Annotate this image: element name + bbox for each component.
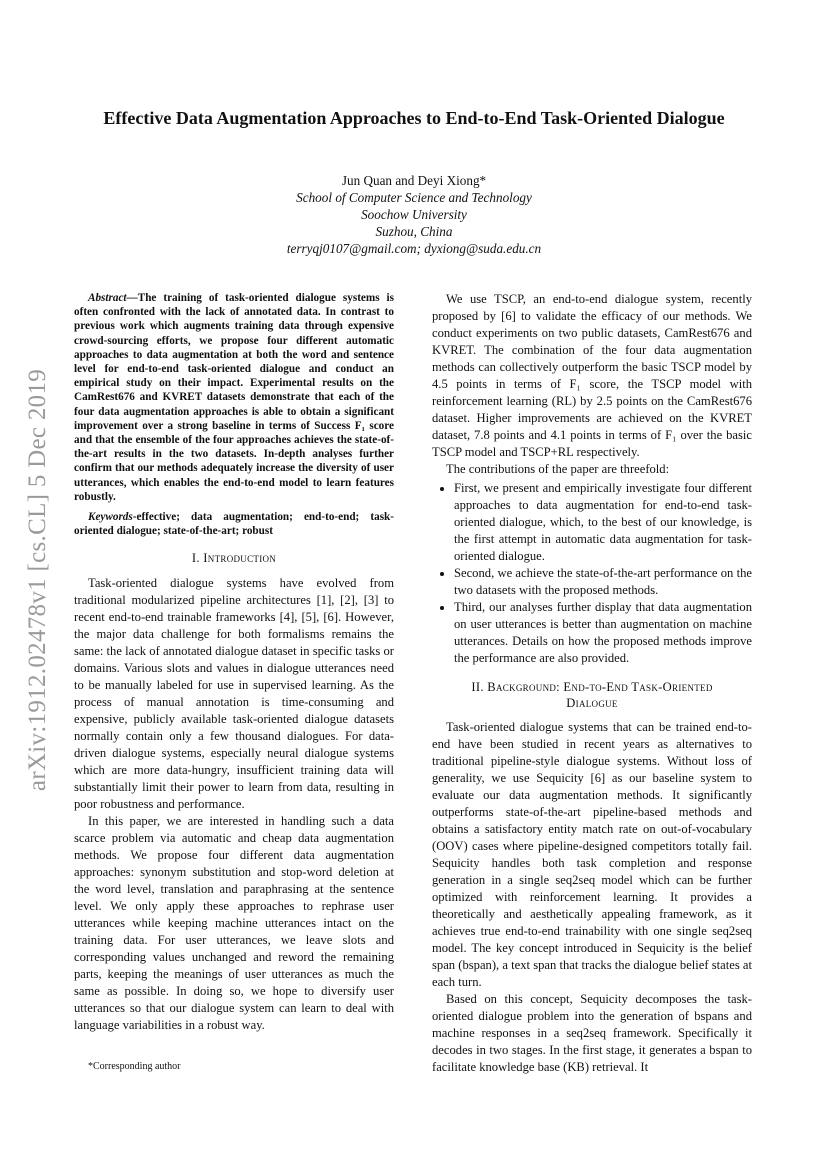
abstract [74, 291, 394, 504]
background-paragraph-1: Task-oriented dialogue systems that can be trained end-to-end have been studied in recent years as alternatives to traditional pipeline-style dialogue systems. Without loss of generality, we use Sequicity [6] as our baseline system to evaluate our data augmentation methods. It significantly outperforms state-of-the-art pipeline-based methods and obtains a satisfactory entity match rate on out-of-vocabulary (OOV) cases where pipeline-designed competitors totally fail. Sequicity handles both task completion and response generation in a single seq2seq model which can be further optimized with reinforcement learning. It provides a theoretically and aesthetically appealing framework, as it achieves true end-to-end trainability with one single seq2seq model. The key concept introduced in Sequicity is the belief span (bspan), a text span that tracks the dialogue belief states at each turn. [432, 720, 752, 989]
arxiv-identifier: arXiv:1912.02478v1 [cs.CL] 5 Dec 2019 [24, 368, 51, 792]
keywords [74, 510, 394, 538]
right-column [432, 291, 752, 1076]
intro-paragraph-1: Task-oriented dialogue systems have evolved from traditional modularized pipeline architectures [1], [2], [3] to recent end-to-end trainable frameworks [4], [5], [6]. However, the major data challenge for both formalisms remains the same: the lack of annotated dialogue dataset in specific tasks or domains. Various slots and values in dialogue utterances need to be manually labeled for use in supervised learning. As the process of manual annotation is time-consuming and expensive, publicly available task-oriented dialogue datasets normally contain only a few thousand dialogues. For data-driven dialogue systems, especially neural dialogue systems which are more data-hungry, insufficient training data will substantially limit their power to learn from data, resulting in poor robustness and performance. [74, 576, 394, 812]
background-paragraph-2: Based on this concept, Sequicity decomposes the task-oriented dialogue problem into the generation of bspans and machine responses in a seq2seq framework. Specifically it decodes in two stages. In the first stage, it generates a bspan to facilitate knowledge base (KB) retrieval. It [432, 992, 752, 1074]
keywords-lead: Keywords [88, 511, 133, 524]
contribution-item: • Third, our analyses further display that data augmentation on user utterances is better than augmentation on machine utterances. Details on how the proposed methods improve the performance are also provided. [454, 599, 752, 667]
contributions-list [432, 480, 752, 667]
intro-paragraph-2: In this paper, we are interested in handling such a data scarce problem via automatic and cheap data augmentation methods. We propose four different data augmentation approaches: synonym substitution and stop-word deletion at the word level, translation and paraphrasing at the sentence level. We only apply these approaches to rephrase user utterances while keeping machine utterances intact on the training data. For user utterances, we leave slots and corresponding values unchanged and reword the remaining parts, keeping the meanings of user utterances as much the same as possible. In doing so, we hope to diversify user utterances so that our dialogue system can learn to deal with language variabilities in a robust way. [74, 814, 394, 1033]
paper-title: Effective Data Augmentation Approaches to End-to-End Task-Oriented Dialogue [103, 108, 725, 128]
affiliation-university: Soochow University [361, 207, 467, 222]
section-heading-line: Dialogue [566, 696, 618, 710]
abstract-lead: Abstract [88, 292, 127, 304]
author-emails: terryqj0107@gmail.com; dyxiong@suda.edu.cn [286, 241, 542, 256]
left-column [74, 291, 394, 1034]
footnote-corresponding-author: *Corresponding author [88, 1061, 181, 1072]
section-heading-introduction: I. Introduction [191, 551, 277, 566]
contribution-item: • First, we present and empirically investigate four different approaches to data augmentation for end-to-end task-oriented dialogue, which, to the best of our knowledge, is the first attempt in automatic data augmentation for task-oriented dialogue. [454, 480, 752, 565]
arxiv-sidebar [18, 340, 58, 820]
author-block [0, 172, 828, 257]
section-heading-background [432, 679, 752, 711]
affiliation-location: Suzhou, China [375, 224, 453, 239]
keywords-text: -effective; data augmentation; end-to-end; task-oriented dialogue; state-of-the-art; robust [74, 511, 394, 538]
contribution-item: • Second, we achieve the state-of-the-art performance on the two datasets with the proposed methods. [454, 565, 752, 599]
author-names: Jun Quan and Deyi Xiong* [341, 173, 487, 188]
intro-paragraph-3: We use TSCP, an end-to-end dialogue system, recently proposed by [6] to validate the efficacy of our methods. We conduct experiments on two public datasets, CamRest676 and KVRET. The combination of the four data augmentation methods can collectively outperform the basic TSCP model by 4.5 points in terms of F₁ score, the TSCP model with reinforcement learning (RL) by 2.5 points on the CamRest676 dataset. Higher improvements are achieved on the KVRET dataset, 7.8 points and 4.1 points in terms of F₁ over the basic TSCP model and TSCP+RL respectively. [432, 292, 752, 459]
abstract-text: —The training of task-oriented dialogue systems is often confronted with the lack of annotated data. In contrast to previous work which augments training data through expensive crowd-sourcing efforts, we propose four different automatic approaches to data augmentation at both the word and sentence level for end-to-end task-oriented dialogue and conduct an empirical study on their impact. Experimental results on the CamRest676 and KVRET datasets demonstrate that each of the four data augmentation approaches is able to obtain a significant improvement over a strong baseline in terms of Success F₁ score and that the ensemble of the four approaches achieves the state-of-the-art results in the two datasets. In-depth analyses further confirm that our methods adequately increase the diversity of user utterances, which enables the end-to-end model to learn features robustly. [74, 292, 394, 503]
affiliation-school: School of Computer Science and Technology [296, 190, 532, 205]
contributions-intro: The contributions of the paper are threefold: [446, 462, 670, 476]
section-heading-line: II. Background: End-to-End Task-Oriented [471, 680, 713, 694]
